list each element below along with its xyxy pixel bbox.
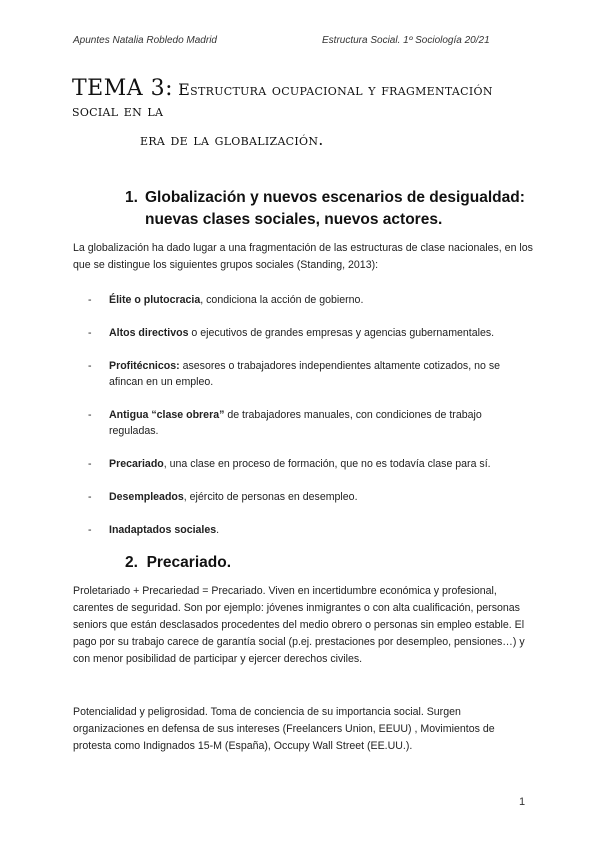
list-item-text: o ejecutivos de grandes empresas y agencias gubernamentales.	[188, 327, 495, 339]
page-number: 1	[519, 796, 526, 808]
title-line2: era de la globalización.	[140, 130, 324, 149]
list-item-term: Élite o plutocracia	[109, 294, 201, 306]
list-item-term: Altos directivos	[109, 327, 189, 339]
list-item	[88, 325, 528, 341]
list-item-text: de trabajadores manuales, con condiciones de trabajo reguladas.	[109, 409, 482, 437]
section-1-title-line2: nuevas clases sociales, nuevos actores.	[145, 211, 443, 228]
potencialidad-paragraph: Potencialidad y peligrosidad. Toma de conciencia de su importancia social. Surgen organizaciones en defensa de sus intereses (Freelancers Union, EEUU) , Movimientos de protesta como Indignados 15-M (España), Occupy Wall Street (EE.UU.).	[73, 706, 495, 752]
list-item	[88, 358, 528, 390]
list-item-term: Desempleados	[109, 491, 184, 503]
section-2-title: Precariado.	[146, 554, 231, 571]
section-1-heading	[125, 187, 525, 231]
title-rest: Estructura ocupacional y fragmentación social en la	[72, 80, 493, 120]
list-dash: -	[88, 491, 92, 503]
section-2-number: 2.	[125, 554, 138, 571]
list-item-term: Profitécnicos:	[109, 360, 180, 372]
section-2-heading	[125, 552, 231, 574]
list-dash: -	[88, 294, 92, 306]
list-item	[88, 456, 528, 472]
list-item-term: Antigua “clase obrera”	[109, 409, 225, 421]
section-1-number: 1.	[125, 189, 138, 206]
list-item	[88, 522, 528, 538]
list-dash: -	[88, 327, 92, 339]
list-item-text: , una clase en proceso de formación, que no es todavía clase para sí.	[163, 458, 491, 470]
social-groups-list	[88, 292, 528, 538]
list-item	[88, 489, 528, 505]
list-dash: -	[88, 409, 92, 421]
list-item-term: Precariado	[109, 458, 164, 470]
list-item-text: .	[216, 524, 220, 536]
list-item-term: Inadaptados sociales	[109, 524, 217, 536]
list-item-text: asesores o trabajadores independientes altamente cotizados, no se afincan en un empleo.	[109, 360, 501, 388]
list-item	[88, 292, 528, 308]
title-lead: TEMA 3:	[72, 76, 174, 101]
list-dash: -	[88, 458, 92, 470]
section-1-title-line1: Globalización y nuevos escenarios de desigualdad:	[145, 189, 525, 206]
page-title	[72, 76, 542, 149]
list-item	[88, 407, 528, 439]
header-author: Apuntes Natalia Robledo Madrid	[73, 35, 217, 46]
intro-paragraph: La globalización ha dado lugar a una fragmentación de las estructuras de clase nacionales, en los que se distingue los siguientes grupos sociales (Standing, 2013):	[73, 242, 533, 271]
header-course: Estructura Social. 1º Sociología 20/21	[322, 35, 490, 46]
list-dash: -	[88, 360, 92, 372]
list-dash: -	[88, 524, 92, 536]
list-item-text: , condiciona la acción de gobierno.	[200, 294, 364, 306]
precariado-paragraph: Proletariado + Precariedad = Precariado. Viven en incertidumbre económica y profesional, carentes de seguridad. Son por ejemplo: jóvenes inmigrantes o con alta cualificación, personas seniors que están desclasados procedentes del medio obrero o personas sin empleo estable. El pago por su trabajo carece de garantía social (p.ej. prestaciones por desempleo, pensiones…) y con menor posibilidad de participar y ejercer derechos civiles.	[73, 585, 525, 665]
list-item-text: , ejército de personas en desempleo.	[183, 491, 358, 503]
